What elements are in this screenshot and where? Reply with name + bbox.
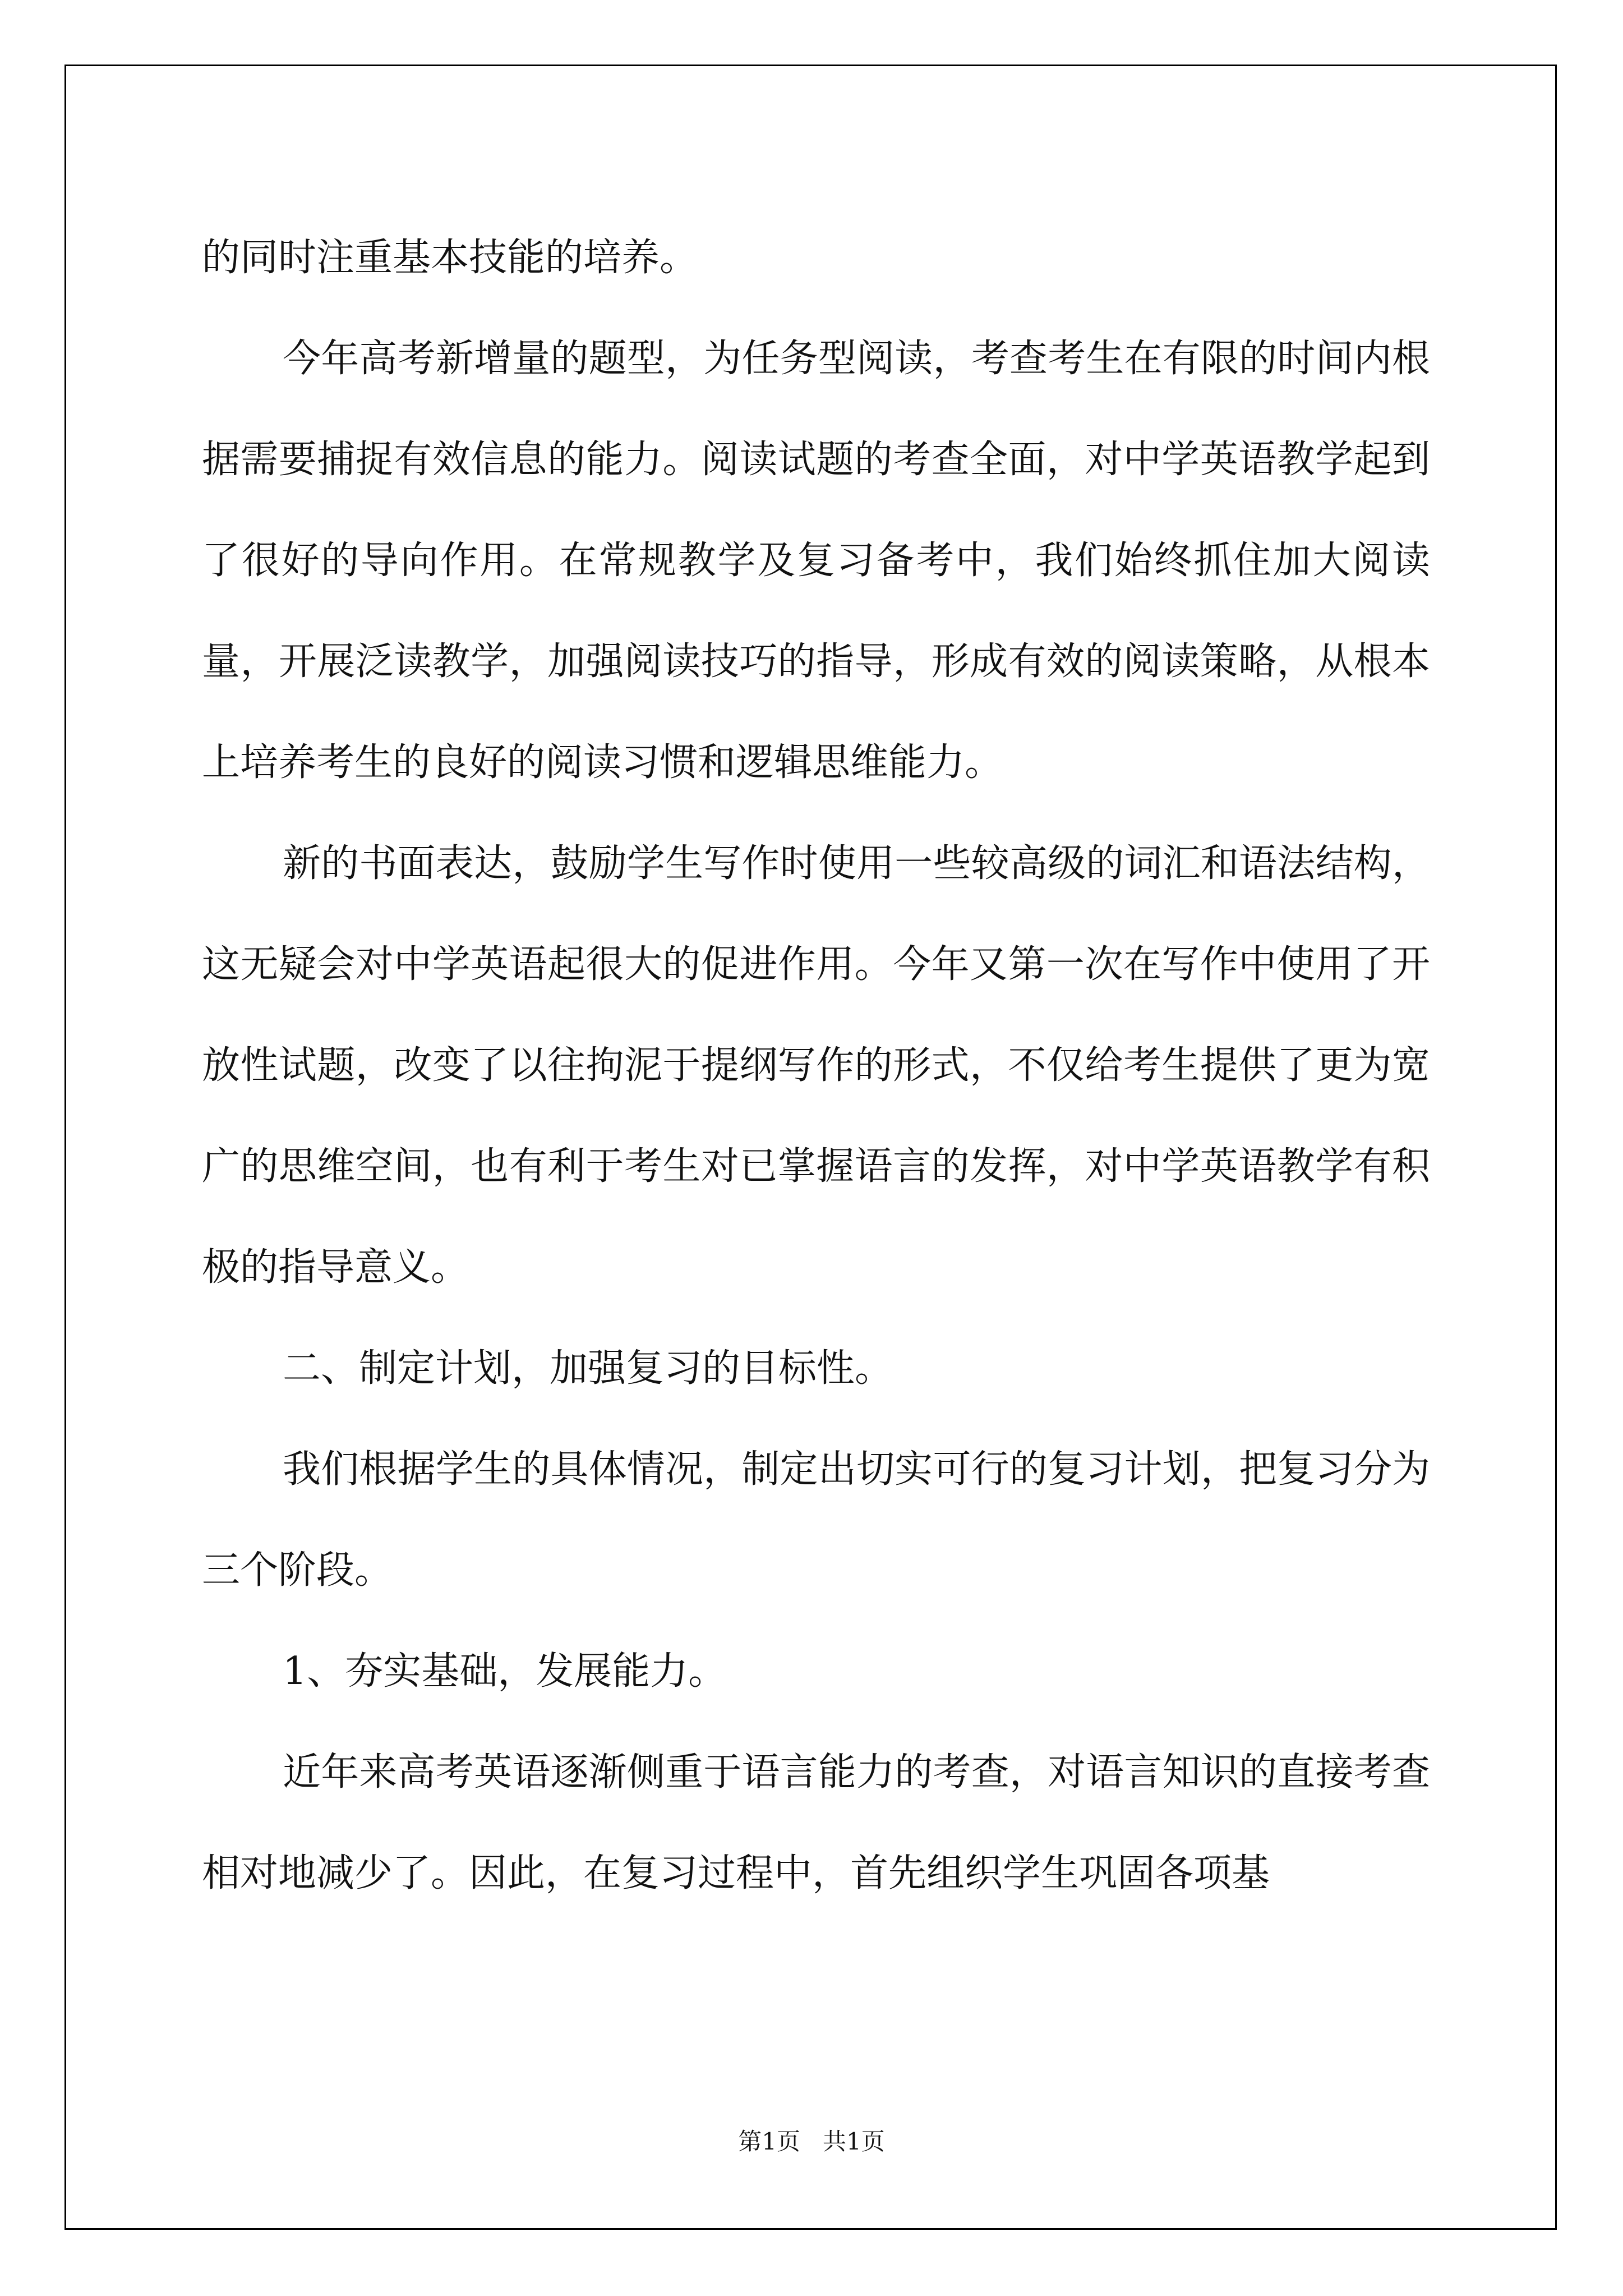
paragraph: 的同时注重基本技能的培养。 xyxy=(202,236,698,280)
paragraph: 新的书面表达，鼓励学生写作时使用一些较高级的词汇和语法结构，这无疑会对中学英语起很大的促进作用。今年又第一次在写作中使用了开放性试题，改变了以往拘泥于提纲写作的形式，不仅给考生提供了更为宽广的思维空间，也有利于考生对已掌握语言的发挥，对中学英语教学有积极的指导意义。 xyxy=(202,841,1430,1290)
paragraph: 今年高考新增量的题型，为任务型阅读，考查考生在有限的时间内根据需要捕捉有效信息的能力。阅读试题的考查全面，对中学英语教学起到了很好的导向作用。在常规教学及复习备考中，我们始终抓住加大阅读量，开展泛读教学，加强阅读技巧的指导，形成有效的阅读策略，从根本上培养考生的良好的阅读习惯和逻辑思维能力。 xyxy=(202,337,1430,785)
paragraph: 近年来高考英语逐渐侧重于语言能力的考查，对语言知识的直接考查相对地减少了。因此，在复习过程中，首先组织学生巩固各项基 xyxy=(202,1750,1430,1895)
subsection-heading: 1、夯实基础，发展能力。 xyxy=(283,1649,727,1694)
page-footer: 第1页 共1页 xyxy=(738,2128,885,2155)
document-body xyxy=(202,208,1430,1924)
section-heading: 二、制定计划，加强复习的目标性。 xyxy=(283,1346,893,1391)
paragraph: 我们根据学生的具体情况，制定出切实可行的复习计划，把复习分为三个阶段。 xyxy=(202,1447,1430,1593)
